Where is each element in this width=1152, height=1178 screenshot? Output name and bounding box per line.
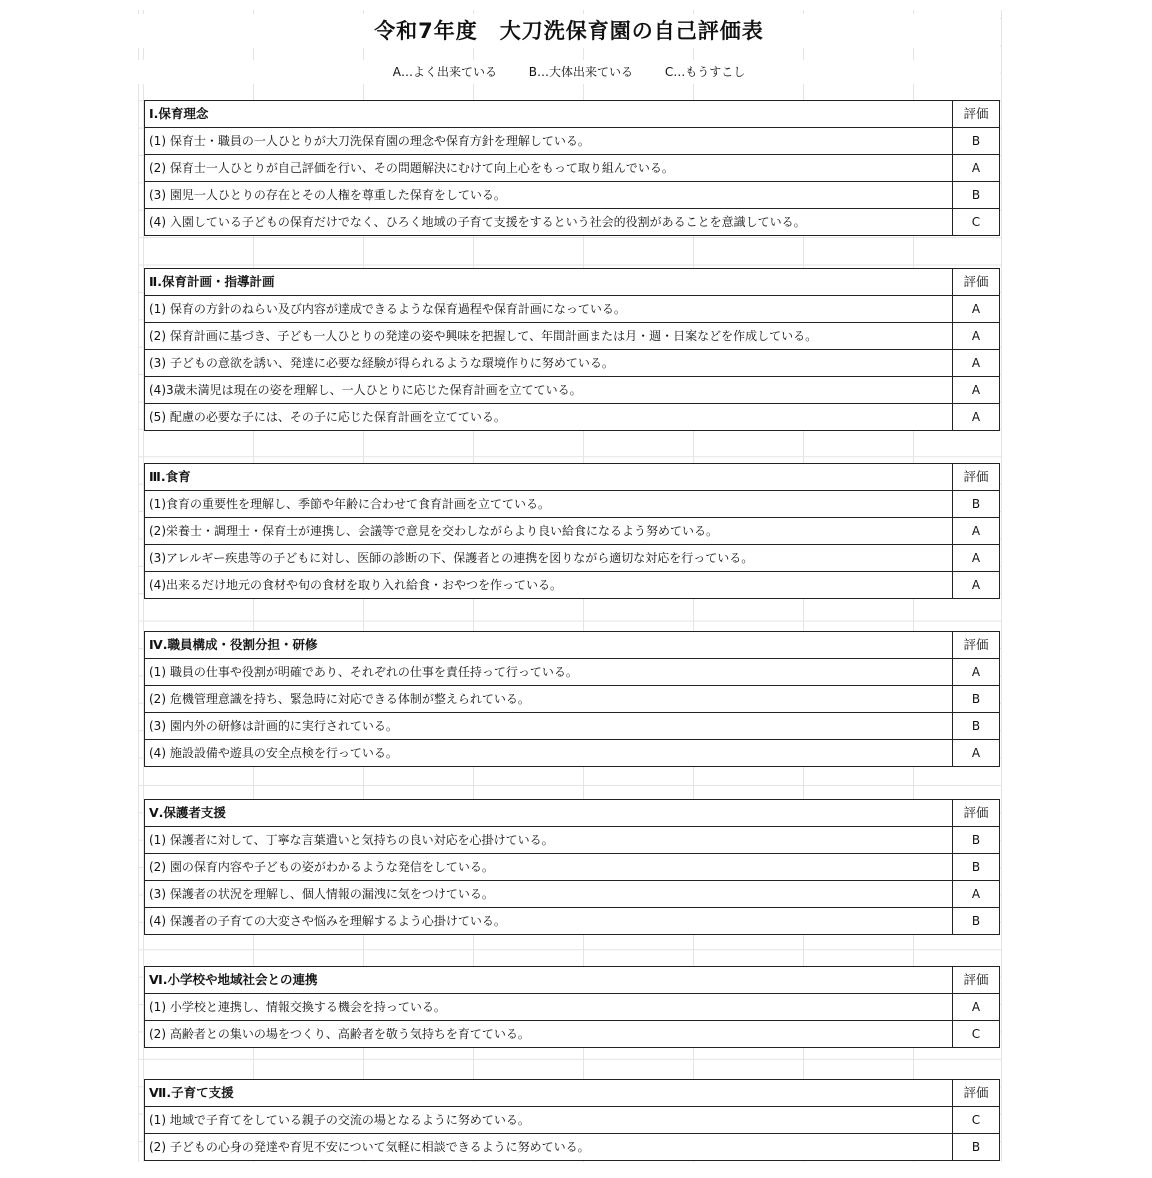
item-grade: A xyxy=(953,545,1000,572)
item-grade: B xyxy=(953,128,1000,155)
section-header xyxy=(145,464,1000,491)
item-text: (2) 保育士一人ひとりが自己評価を行い、その問題解決にむけて向上心をもって取り組んでいる。 xyxy=(145,155,953,182)
section-heading: Ⅵ.小学校や地域社会との連携 xyxy=(145,967,953,994)
item-text: (4) 保護者の子育ての大変さや悩みを理解するよう心掛けている。 xyxy=(145,908,953,935)
table-row xyxy=(145,155,1000,182)
item-text: (4) 施設設備や遊具の安全点検を行っている。 xyxy=(145,740,953,767)
item-text: (4)3歳未満児は現在の姿を理解し、一人ひとりに応じた保育計画を立てている。 xyxy=(145,377,953,404)
grade-header: 評価 xyxy=(953,632,1000,659)
grade-header: 評価 xyxy=(953,1080,1000,1107)
table-row xyxy=(145,182,1000,209)
item-text: (2) 保育計画に基づき、子ども一人ひとりの発達の姿や興味を把握して、年間計画または月・週・日案などを作成している。 xyxy=(145,323,953,350)
page-title: 令和7年度 大刀洗保育園の自己評価表 xyxy=(138,14,1000,48)
table-row xyxy=(145,659,1000,686)
item-text: (1) 保育の方針のねらい及び内容が達成できるような保育過程や保育計画になっている。 xyxy=(145,296,953,323)
legend-a: A…よく出来ている xyxy=(392,65,497,79)
item-text: (3) 保護者の状況を理解し、個人情報の漏洩に気をつけている。 xyxy=(145,881,953,908)
item-text: (4)出来るだけ地元の食材や旬の食材を取り入れ給食・おやつを作っている。 xyxy=(145,572,953,599)
table-row xyxy=(145,1021,1000,1048)
item-text: (1)食育の重要性を理解し、季節や年齢に合わせて食育計画を立てている。 xyxy=(145,491,953,518)
section-childcare-plan xyxy=(144,268,1000,431)
table-row xyxy=(145,686,1000,713)
table-row xyxy=(145,491,1000,518)
legend-c: C…もうすこし xyxy=(664,65,746,79)
item-text: (3) 園児一人ひとりの存在とその人権を尊重した保育をしている。 xyxy=(145,182,953,209)
grade-header: 評価 xyxy=(953,269,1000,296)
item-grade: C xyxy=(953,209,1000,236)
table-row xyxy=(145,128,1000,155)
table-row xyxy=(145,350,1000,377)
table-row xyxy=(145,994,1000,1021)
section-heading: Ⅱ.保育計画・指導計画 xyxy=(145,269,953,296)
item-grade: A xyxy=(953,155,1000,182)
item-text: (2) 子どもの心身の発達や育児不安について気軽に相談できるように努めている。 xyxy=(145,1134,953,1161)
item-grade: B xyxy=(953,491,1000,518)
table-row xyxy=(145,881,1000,908)
item-text: (2) 園の保育内容や子どもの姿がわかるような発信をしている。 xyxy=(145,854,953,881)
item-text: (1) 保護者に対して、丁寧な言葉遣いと気持ちの良い対応を心掛けている。 xyxy=(145,827,953,854)
item-text: (3) 子どもの意欲を誘い、発達に必要な経験が得られるような環境作りに努めている。 xyxy=(145,350,953,377)
section-childrearing-support xyxy=(144,1079,1000,1161)
item-text: (5) 配慮の必要な子には、その子に応じた保育計画を立てている。 xyxy=(145,404,953,431)
grade-header: 評価 xyxy=(953,464,1000,491)
table-row xyxy=(145,908,1000,935)
item-grade: B xyxy=(953,908,1000,935)
item-text: (1) 地域で子育てをしている親子の交流の場となるように努めている。 xyxy=(145,1107,953,1134)
item-grade: C xyxy=(953,1107,1000,1134)
item-text: (2)栄養士・調理士・保育士が連携し、会議等で意見を交わしながらより良い給食になるよう努めている。 xyxy=(145,518,953,545)
table-row xyxy=(145,296,1000,323)
table-row xyxy=(145,854,1000,881)
table-row xyxy=(145,209,1000,236)
item-grade: B xyxy=(953,827,1000,854)
section-heading: Ⅳ.職員構成・役割分担・研修 xyxy=(145,632,953,659)
item-text: (3)アレルギー疾患等の子どもに対し、医師の診断の下、保護者との連携を図りながら適切な対応を行っている。 xyxy=(145,545,953,572)
table-row xyxy=(145,1134,1000,1161)
section-header xyxy=(145,967,1000,994)
item-text: (2) 危機管理意識を持ち、緊急時に対応できる体制が整えられている。 xyxy=(145,686,953,713)
item-text: (1) 小学校と連携し、情報交換する機会を持っている。 xyxy=(145,994,953,1021)
section-food-education xyxy=(144,463,1000,599)
section-philosophy xyxy=(144,100,1000,236)
table-row xyxy=(145,518,1000,545)
item-grade: B xyxy=(953,854,1000,881)
section-header xyxy=(145,632,1000,659)
section-staff xyxy=(144,631,1000,767)
table-row xyxy=(145,572,1000,599)
item-grade: A xyxy=(953,404,1000,431)
item-text: (2) 高齢者との集いの場をつくり、高齢者を敬う気持ちを育てている。 xyxy=(145,1021,953,1048)
item-grade: B xyxy=(953,1134,1000,1161)
item-grade: C xyxy=(953,1021,1000,1048)
grade-header: 評価 xyxy=(953,101,1000,128)
legend-b: B…大体出来ている xyxy=(528,65,634,79)
item-text: (3) 園内外の研修は計画的に実行されている。 xyxy=(145,713,953,740)
item-grade: B xyxy=(953,713,1000,740)
section-heading: Ⅲ.食育 xyxy=(145,464,953,491)
table-row xyxy=(145,404,1000,431)
item-grade: A xyxy=(953,881,1000,908)
section-header xyxy=(145,269,1000,296)
table-row xyxy=(145,713,1000,740)
section-heading: Ⅶ.子育て支援 xyxy=(145,1080,953,1107)
item-grade: B xyxy=(953,182,1000,209)
table-row xyxy=(145,323,1000,350)
section-heading: Ⅰ.保育理念 xyxy=(145,101,953,128)
section-header xyxy=(145,1080,1000,1107)
item-grade: A xyxy=(953,323,1000,350)
grade-header: 評価 xyxy=(953,800,1000,827)
table-row xyxy=(145,545,1000,572)
item-text: (4) 入園している子どもの保育だけでなく、ひろく地域の子育て支援をするという社会的役割があることを意識している。 xyxy=(145,209,953,236)
item-grade: A xyxy=(953,659,1000,686)
item-grade: A xyxy=(953,518,1000,545)
table-row xyxy=(145,827,1000,854)
table-row xyxy=(145,1107,1000,1134)
grade-legend xyxy=(138,60,1000,84)
item-grade: A xyxy=(953,350,1000,377)
section-heading: Ⅴ.保護者支援 xyxy=(145,800,953,827)
item-grade: B xyxy=(953,686,1000,713)
item-grade: A xyxy=(953,377,1000,404)
table-row xyxy=(145,740,1000,767)
item-grade: A xyxy=(953,994,1000,1021)
item-text: (1) 職員の仕事や役割が明確であり、それぞれの仕事を責任持って行っている。 xyxy=(145,659,953,686)
item-grade: A xyxy=(953,740,1000,767)
grade-header: 評価 xyxy=(953,967,1000,994)
table-row xyxy=(145,377,1000,404)
item-text: (1) 保育士・職員の一人ひとりが大刀洗保育園の理念や保育方針を理解している。 xyxy=(145,128,953,155)
section-community xyxy=(144,966,1000,1048)
item-grade: A xyxy=(953,572,1000,599)
item-grade: A xyxy=(953,296,1000,323)
section-parent-support xyxy=(144,799,1000,935)
section-header xyxy=(145,101,1000,128)
section-header xyxy=(145,800,1000,827)
